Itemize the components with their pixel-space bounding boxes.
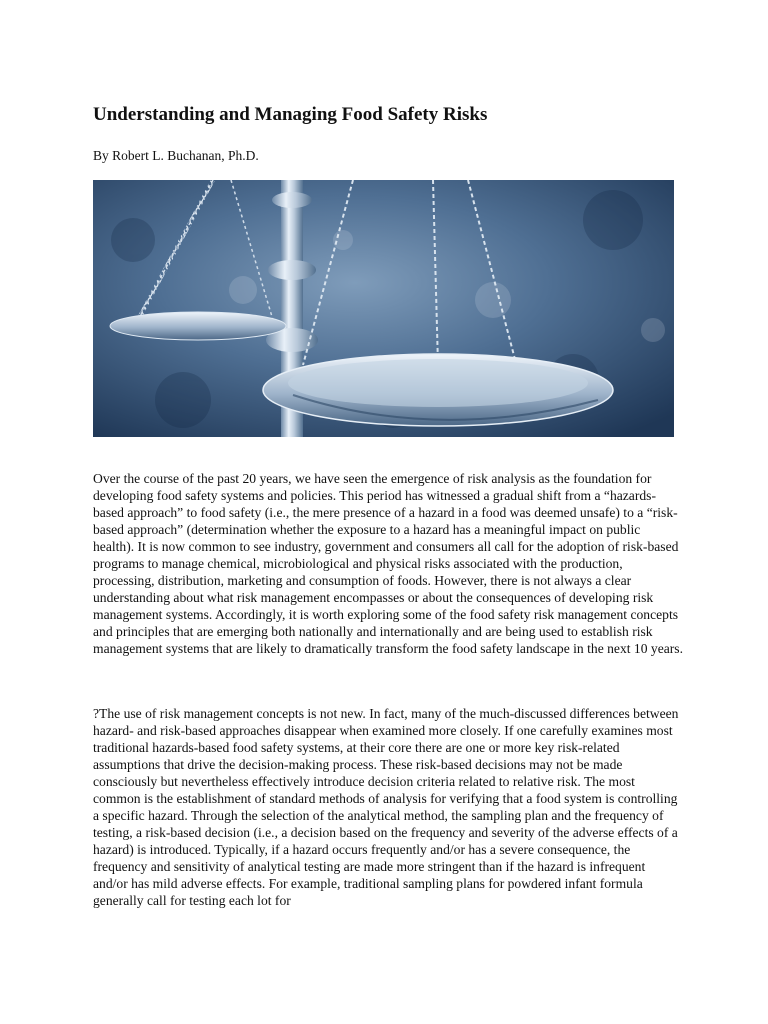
left-pan [110, 312, 286, 340]
paragraph-1: Over the course of the past 20 years, we have seen the emergence of risk analysis as the foundation for developing food safety systems and policies. This period has witnessed a gradual shift from a “hazards-based approach” to food safety (i.e., the mere presence of a hazard in a food was deemed unsafe) to a “risk-based approach” (determination whether the exposure to a hazard has a meaningful impact on public health). It is now common to see industry, government and consumers all call for the adoption of risk-based programs to manage chemical, microbiological and physical risks associated with the production, processing, distribution, marketing and consumption of foods. However, there is not always a clear understanding about what risk management encompasses or about the consequences of developing risk management systems. Accordingly, it is worth exploring some of the food safety risk management concepts and principles that are emerging both nationally and internationally and are being used to establish risk management systems that are likely to dramatically transform the food safety landscape in the next 10 years. [93, 471, 684, 656]
article-byline: By Robert L. Buchanan, Ph.D. [93, 148, 259, 163]
article-title: Understanding and Managing Food Safety Risks [93, 104, 488, 125]
scales-illustration [93, 180, 674, 437]
paragraph-2: ?The use of risk management concepts is not new. In fact, many of the much-discussed differences between hazard- and risk-based approaches disappear when examined more closely. If one carefully examines most traditional hazards-based food safety systems, at their core there are one or more key risk-related assumptions that drive the decision-making process. These risk-based decisions may not be made consciously but nevertheless effectively introduce decision criteria related to relative risk. The most common is the establishment of standard methods of analysis for verifying that a food system is controlling a specific hazard. Through the selection of the analytical method, the sampling plan and the frequency of testing, a risk-based decision (i.e., a decision based on the frequency and severity of the adverse effects of a hazard) is introduced. Typically, if a hazard occurs frequently and/or has a severe consequence, the frequency and sensitivity of analytical testing are made more stringent than if the hazard is infrequent and/or has mild adverse effects. For example, traditional sampling plans for powdered infant formula generally call for testing each lot for [93, 706, 679, 908]
